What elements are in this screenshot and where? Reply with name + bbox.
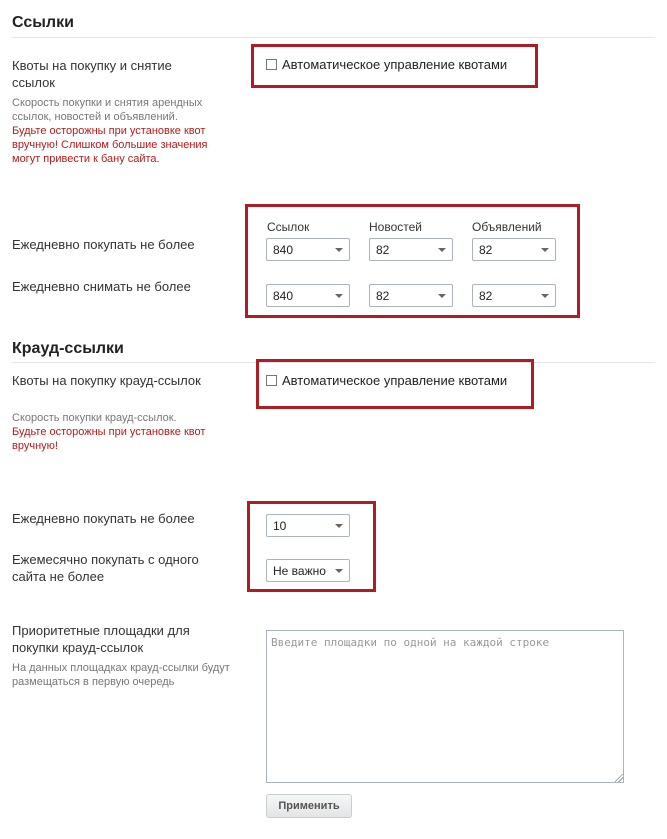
resize-grip-icon[interactable] xyxy=(615,774,623,782)
buy-links-select[interactable] xyxy=(266,238,350,261)
chevron-down-icon xyxy=(335,569,343,573)
remove-ads-select[interactable] xyxy=(472,284,556,307)
priority-hint: На данных площадках крауд-ссылки будут размещаться в первую очередь xyxy=(12,662,230,688)
buy-links-value: 840 xyxy=(273,242,294,257)
crowd-quota-warning: Будьте осторожны при установке квот вручную! xyxy=(12,426,206,452)
checkbox-box[interactable] xyxy=(266,59,277,70)
crowd-section-title: Крауд-ссылки xyxy=(12,340,124,357)
crowd-daily-value: 10 xyxy=(273,518,287,533)
chevron-down-icon xyxy=(335,248,343,252)
crowd-quota-label: Квоты на покупку крауд-ссылок xyxy=(12,373,201,388)
links-auto-quota-label: Автоматическое управление квотами xyxy=(282,57,508,72)
crowd-quota-hint: Скорость покупки крауд-ссылок. xyxy=(12,412,177,424)
crowd-monthly-label: Ежемесячно покупать с одного сайта не более xyxy=(12,552,199,584)
column-header-ads: Объявлений xyxy=(472,220,542,234)
priority-textarea[interactable] xyxy=(266,630,624,783)
links-section-title: Ссылки xyxy=(12,14,74,31)
chevron-down-icon xyxy=(541,248,549,252)
chevron-down-icon xyxy=(335,524,343,528)
remove-news-select[interactable] xyxy=(369,284,453,307)
chevron-down-icon xyxy=(438,248,446,252)
checkbox-box[interactable] xyxy=(266,375,277,386)
buy-ads-value: 82 xyxy=(479,242,493,257)
chevron-down-icon xyxy=(335,294,343,298)
buy-news-select[interactable] xyxy=(369,238,453,261)
priority-label: Приоритетные площадки для покупки крауд-ссылок xyxy=(12,623,190,655)
links-auto-quota-checkbox[interactable] xyxy=(266,57,507,72)
crowd-auto-quota-checkbox[interactable] xyxy=(266,373,507,388)
buy-ads-select[interactable] xyxy=(472,238,556,261)
remove-links-select[interactable] xyxy=(266,284,350,307)
priority-textarea-wrap xyxy=(266,630,624,783)
links-section-divider xyxy=(12,37,655,38)
remove-daily-label: Ежедневно снимать не более xyxy=(12,279,191,294)
crowd-monthly-select[interactable] xyxy=(266,559,350,582)
chevron-down-icon xyxy=(541,294,549,298)
remove-ads-value: 82 xyxy=(479,288,493,303)
column-header-links: Ссылок xyxy=(267,220,310,234)
crowd-daily-select[interactable] xyxy=(266,514,350,537)
remove-news-value: 82 xyxy=(376,288,390,303)
chevron-down-icon xyxy=(438,294,446,298)
crowd-monthly-value: Не важно xyxy=(273,563,326,578)
links-quota-label: Квоты на покупку и снятие ссылок xyxy=(12,58,172,90)
remove-links-value: 840 xyxy=(273,288,294,303)
links-quota-hint: Скорость покупки и снятия арендных ссылок, новостей и объявлений. xyxy=(12,97,203,123)
buy-news-value: 82 xyxy=(376,242,390,257)
apply-button[interactable]: Применить xyxy=(266,794,352,818)
buy-daily-label: Ежедневно покупать не более xyxy=(12,237,195,252)
crowd-auto-quota-label: Автоматическое управление квотами xyxy=(282,373,508,388)
crowd-daily-label: Ежедневно покупать не более xyxy=(12,511,195,526)
links-quota-warning: Будьте осторожны при установке квот вручную! Слишком большие значения могут привести к бану сайта. xyxy=(12,125,208,165)
column-header-news: Новостей xyxy=(369,220,422,234)
